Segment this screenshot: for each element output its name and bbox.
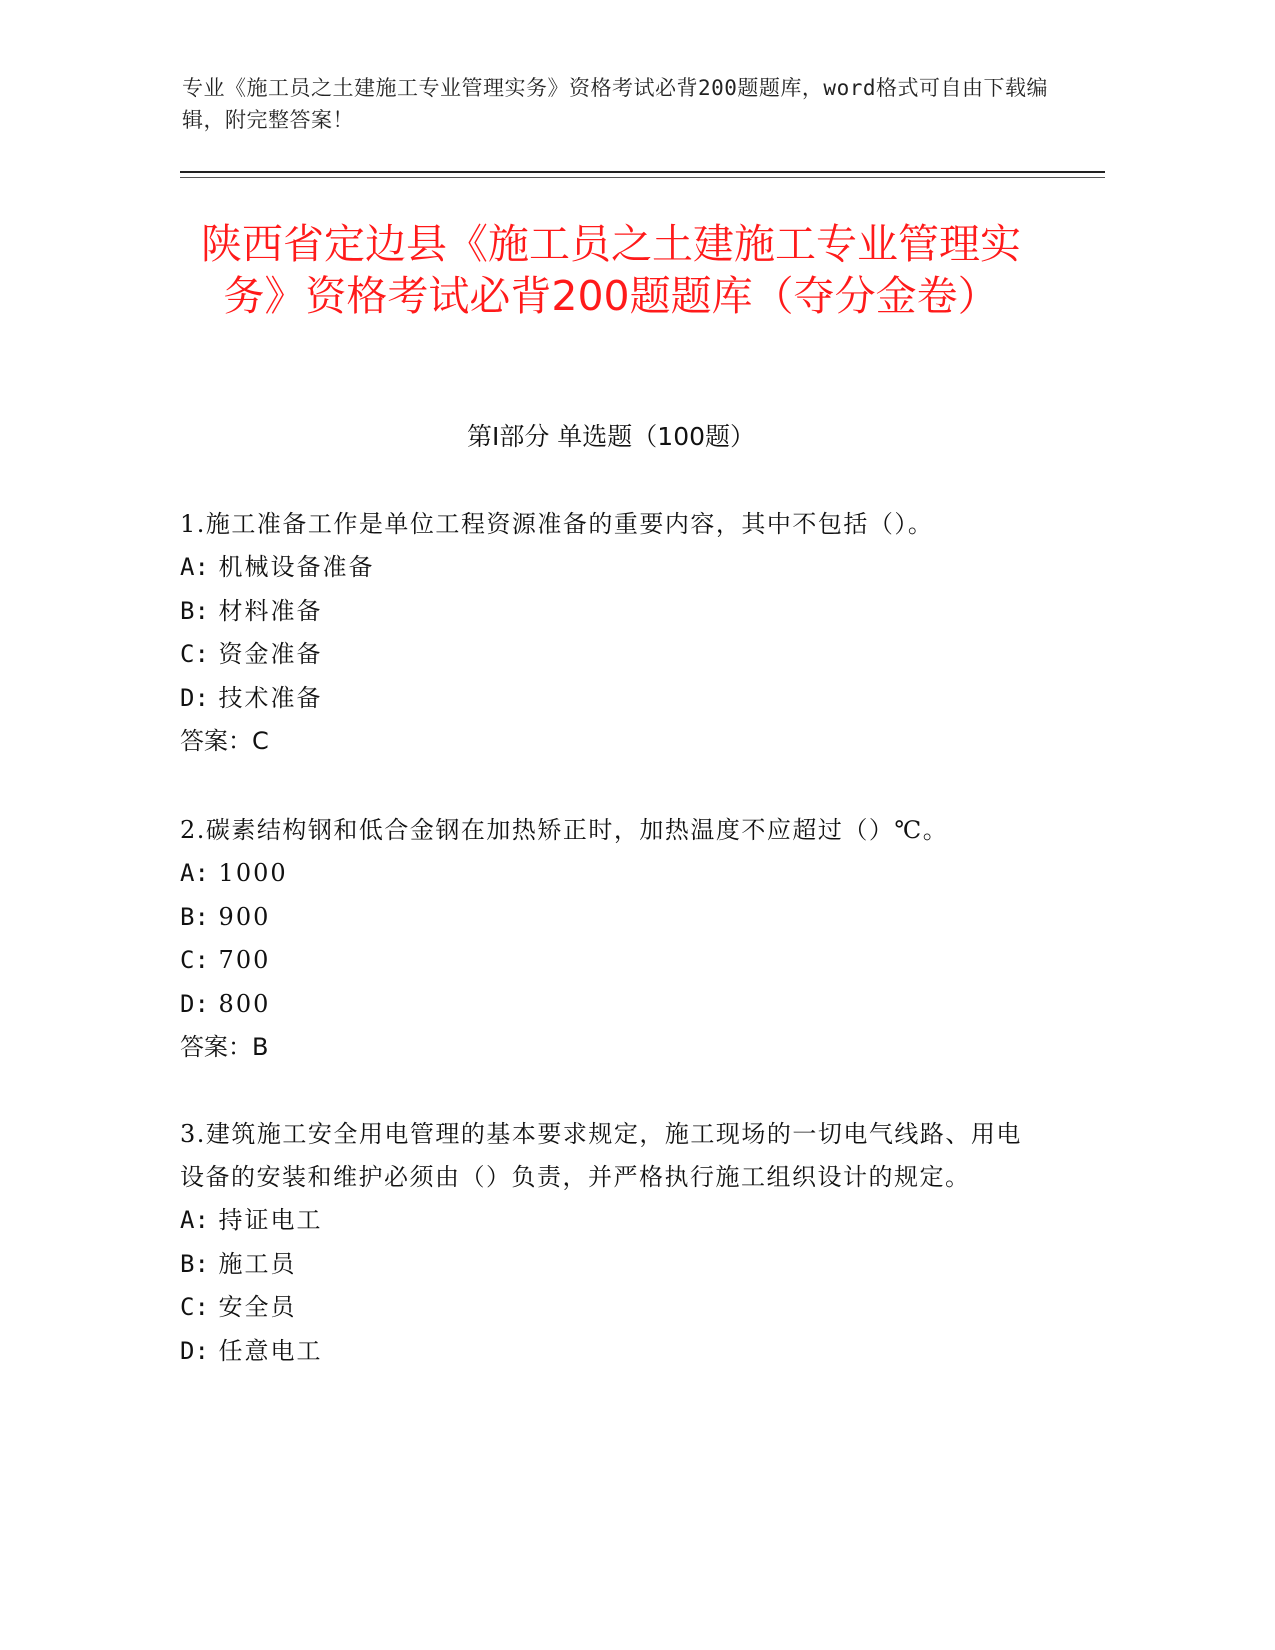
option-a: A: 持证电工 xyxy=(180,1206,323,1234)
question-3 xyxy=(180,1113,1040,1373)
option-b: B: 施工员 xyxy=(180,1249,297,1278)
question-stem: 1.施工准备工作是单位工程资源准备的重要内容，其中不包括（）。 xyxy=(180,510,934,538)
option-d: D: 任意电工 xyxy=(180,1336,323,1365)
section-heading: 第I部分 单选题（100题） xyxy=(466,422,756,451)
option-a: A: 机械设备准备 xyxy=(180,553,375,581)
question-2 xyxy=(180,809,1040,1069)
option-d: D: 技术准备 xyxy=(180,683,323,712)
document-title: 陕西省定边县《施工员之土建施工专业管理实务》资格考试必背200题题库（夺分金卷） xyxy=(201,220,1021,320)
option-c: C: 700 xyxy=(180,946,271,974)
question-1 xyxy=(180,503,1040,763)
option-c: C: 安全员 xyxy=(180,1293,297,1321)
option-b: B: 900 xyxy=(180,902,271,931)
option-c: C: 资金准备 xyxy=(180,640,323,668)
header-divider-thick xyxy=(180,171,1105,173)
header-note: 专业《施工员之土建施工专业管理实务》资格考试必背200题题库，word格式可自由下载编辑，附完整答案！ xyxy=(182,76,1048,132)
header-divider-thin xyxy=(180,177,1105,178)
answer-line: 答案：B xyxy=(180,1033,269,1061)
option-a: A: 1000 xyxy=(180,859,288,887)
option-d: D: 800 xyxy=(180,989,271,1018)
question-stem: 3.建筑施工安全用电管理的基本要求规定，施工现场的一切电气线路、用电设备的安装和维护必须由（）负责，并严格执行施工组织设计的规定。 xyxy=(180,1120,1022,1191)
answer-line: 答案：C xyxy=(180,727,269,755)
question-stem: 2.碳素结构钢和低合金钢在加热矫正时，加热温度不应超过（）℃。 xyxy=(180,816,949,844)
option-b: B: 材料准备 xyxy=(180,596,323,625)
